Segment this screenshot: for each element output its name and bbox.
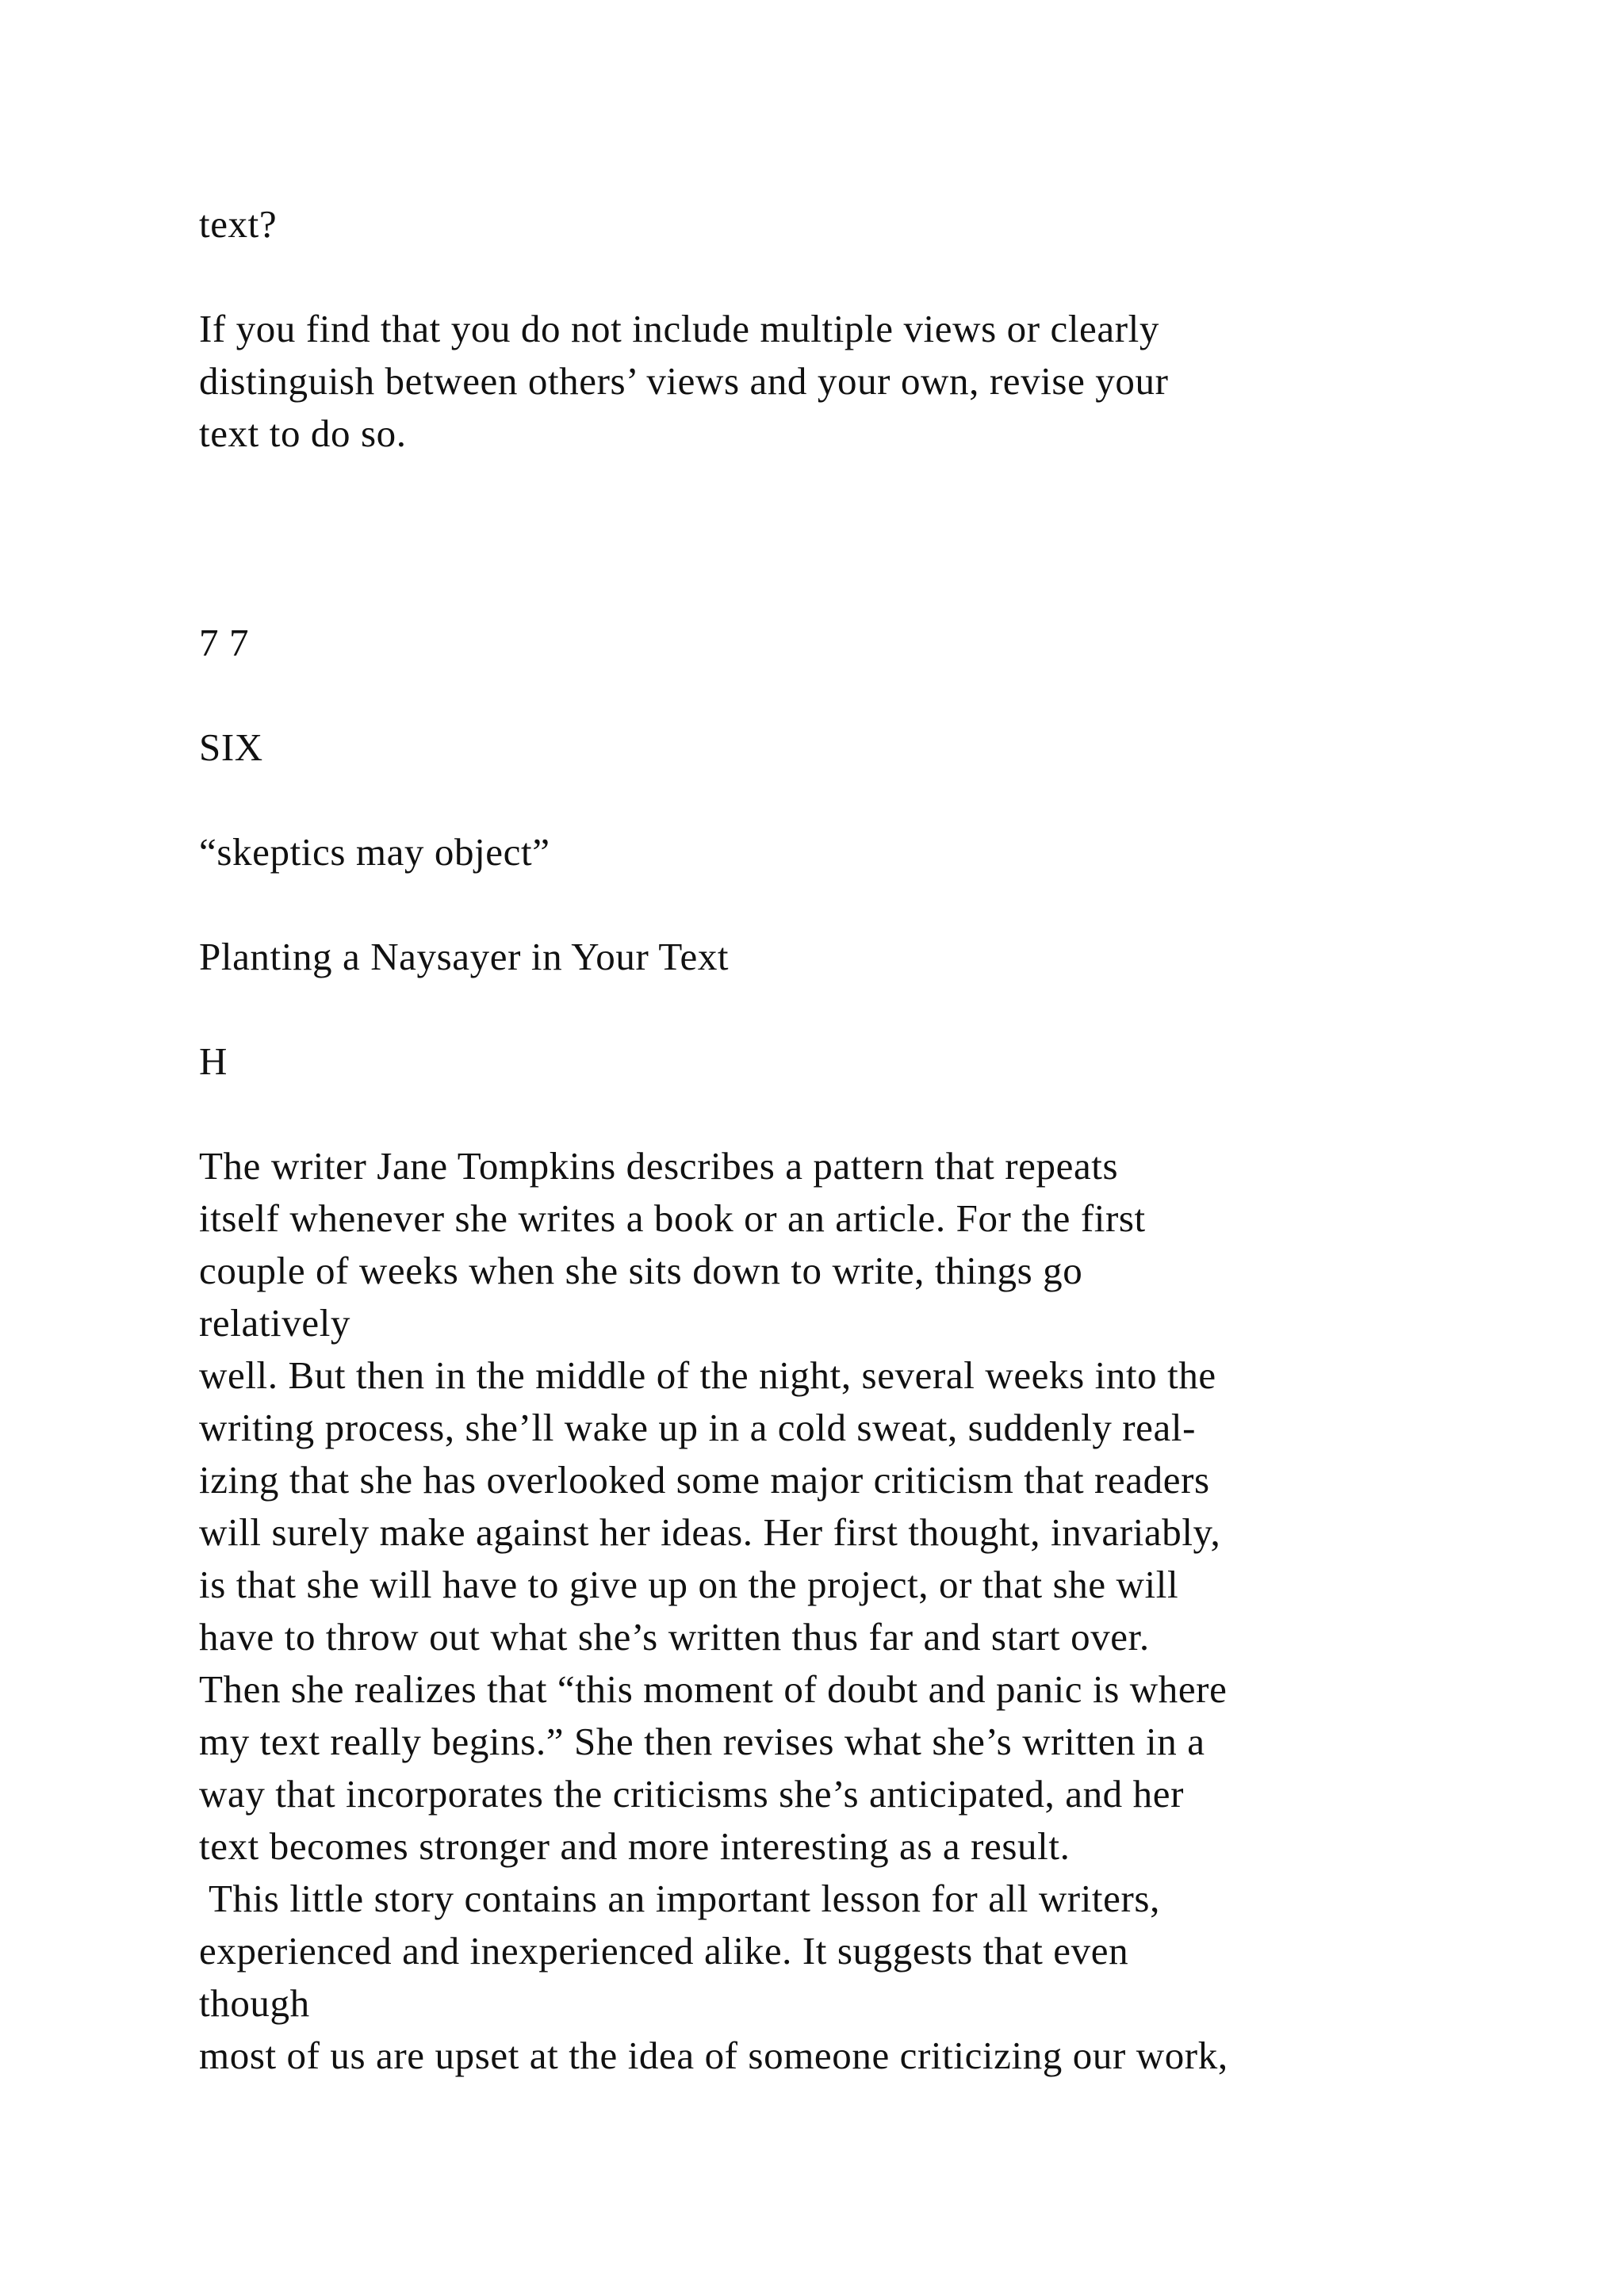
text-line: experienced and inexperienced alike. It suggests that even [199,1929,1129,1973]
text-line: This little story contains an important lesson for all writers, [199,1877,1160,1920]
chapter-number: SIX [199,725,263,769]
text-line: is that she will have to give up on the project, or that she will [199,1563,1179,1606]
text-line: will surely make against her ideas. Her first thought, invariably, [199,1510,1221,1554]
text-line: text becomes stronger and more interesting as a result. [199,1824,1071,1868]
text-line: have to throw out what she’s written thus far and start over. [199,1615,1150,1659]
chapter-subtitle: Planting a Naysayer in Your Text [199,935,730,978]
text-line: couple of weeks when she sits down to write, things go [199,1249,1083,1292]
text-line: my text really begins.” She then revises what she’s written in a [199,1720,1205,1763]
text-line: distinguish between others’ views and your own, revise your [199,359,1169,403]
text-line: well. But then in the middle of the night, several weeks into the [199,1353,1216,1397]
text-line: izing that she has overlooked some major criticism that readers [199,1458,1210,1502]
text-line: The writer Jane Tompkins describes a pattern that repeats [199,1144,1119,1188]
text-line: relatively [199,1301,351,1345]
text-line: most of us are upset at the idea of someone criticizing our work, [199,2034,1228,2077]
text-line: text? [199,202,278,246]
text-line: way that incorporates the criticisms she’s anticipated, and her [199,1772,1184,1816]
text-line: though [199,1981,310,2025]
drop-cap: H [199,1039,228,1083]
chapter-title: “skeptics may object” [199,830,550,874]
text-line: Then she realizes that “this moment of doubt and panic is where [199,1667,1228,1711]
text-line: text to do so. [199,411,407,455]
text-line: itself whenever she writes a book or an article. For the first [199,1196,1146,1240]
page-number: 7 7 [199,621,250,664]
text-line: writing process, she’ll wake up in a cold sweat, suddenly real- [199,1406,1197,1449]
text-line: If you find that you do not include multiple views or clearly [199,307,1159,350]
